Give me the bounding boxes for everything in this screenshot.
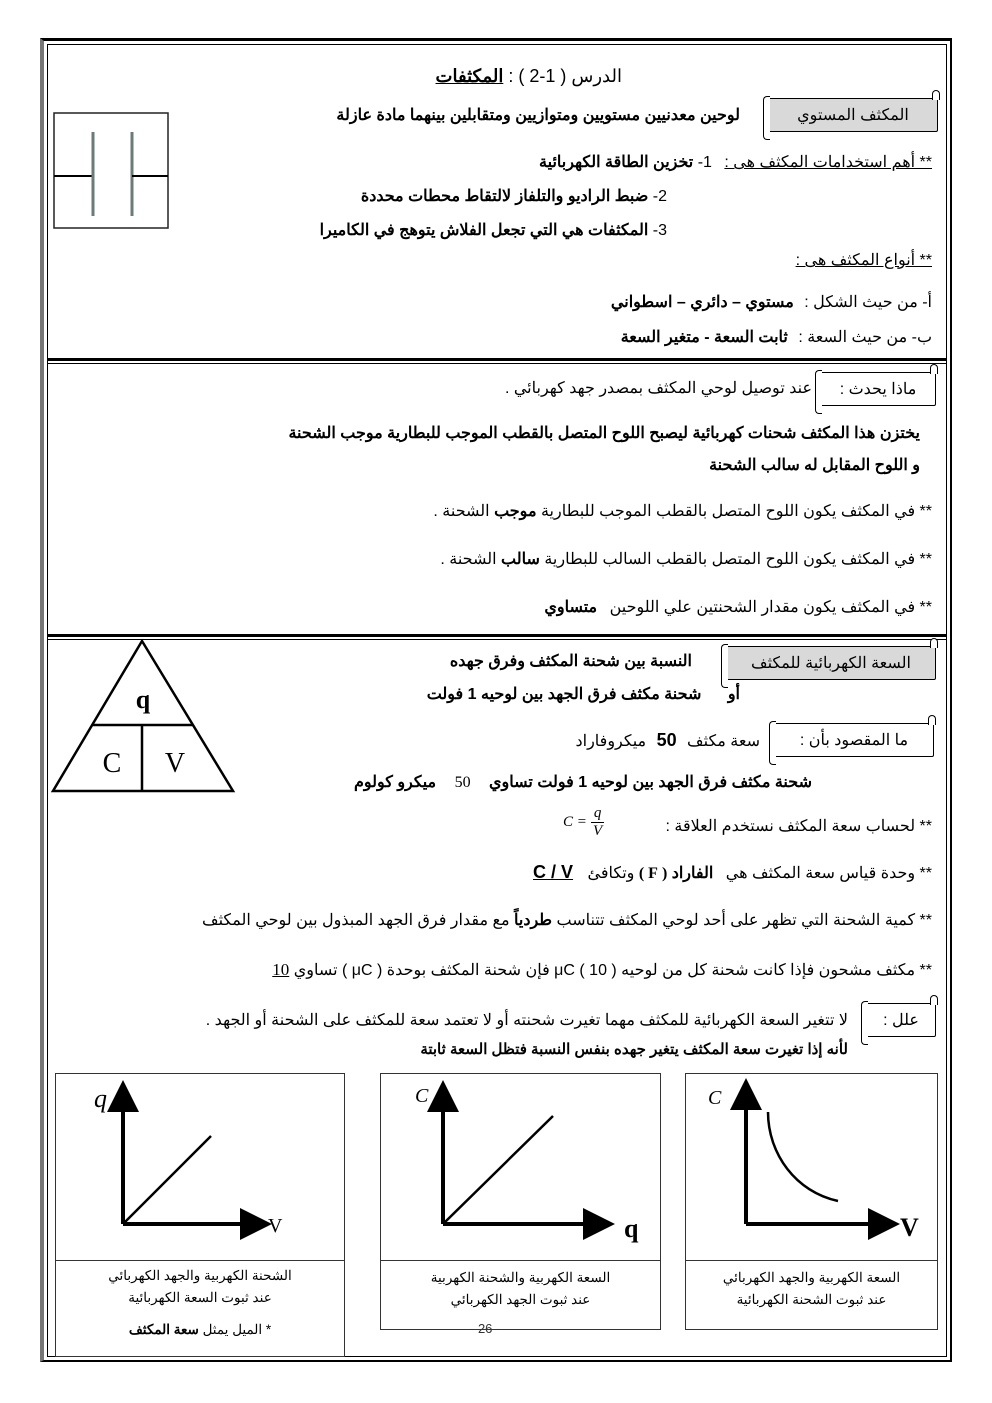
formula-line: [666, 816, 932, 836]
flat-capacitor-label-text: المكثف المستوي: [797, 107, 909, 124]
capacitance-def2-line: [427, 684, 740, 704]
x-axis-label: V: [268, 1215, 283, 1237]
capacitance-def2: شحنة مكثف فرق الجهد بين لوحيه 1 فولت: [426, 686, 702, 703]
meaning-label: [774, 723, 934, 757]
charged-capacitor-line: [272, 960, 932, 980]
capacitor-symbol-icon: [53, 112, 169, 229]
meaning-question-value: 50: [656, 730, 677, 750]
fact-text: ** في المكثف يكون اللوح المتصل بالقطب الموجب للبطارية: [540, 503, 932, 520]
graph-c-vs-q: [380, 1073, 661, 1330]
y-axis-label: q: [94, 1084, 107, 1113]
fact-text: ** في المكثف يكون مقدار الشحنتين علي اللوحين: [609, 599, 932, 616]
charged-text: ** مكثف مشحون فإذا كانت شحنة كل من لوحيه μC ( 10 ) فإن شحنة المكثف بوحدة ( μC ) تساوي: [293, 962, 932, 979]
slope-note: [56, 1319, 344, 1341]
what-happens-question: عند توصيل لوحي المكثف بمصدر جهد كهربائي .: [504, 380, 812, 397]
unit-text: ** وحدة قياس سعة المكثف هي: [725, 865, 932, 882]
fact-text: الشحنة .: [440, 551, 497, 568]
caption-line: السعة الكهربية والجهد الكهربائي: [722, 1270, 901, 1285]
fact-text: ** في المكثف يكون اللوح المتصل بالقطب السالب للبطارية: [544, 551, 932, 568]
caption-line: عند ثبوت الجهد الكهربائي: [450, 1292, 591, 1307]
explain-question: لا تتغير السعة الكهربائية للمكثف مهما تغيرت شحنته أو لا تعتمد سعة للمكثف على الشحنة أو الجهد .: [205, 1012, 848, 1029]
explain-label-text: علل :: [883, 1012, 919, 1029]
section-divider: [48, 634, 946, 637]
x-axis-label: q: [624, 1214, 639, 1243]
y-axis-label: C: [708, 1087, 722, 1109]
capacitance-formula: [563, 805, 604, 840]
use-item-text: تخزين الطاقة الكهربائية: [539, 154, 694, 171]
meaning-answer-value: 50: [454, 774, 471, 791]
graph-q-vs-v: [55, 1073, 345, 1357]
formula-denominator: V: [593, 823, 603, 839]
use-item-number: 2-: [652, 188, 667, 205]
meaning-question-text: سعة مكثف: [687, 733, 760, 750]
slope-note-text: * الميل يمثل: [202, 1322, 272, 1337]
types-by-shape-label: أ- من حيث الشكل :: [804, 294, 932, 311]
graph-caption: [686, 1260, 937, 1311]
proportional-text: مع مقدار فرق الجهد المبذول بين لوحي المكثف: [202, 912, 510, 929]
what-happens-label: [820, 372, 936, 406]
use-item-number: 1-: [697, 154, 712, 171]
proportional-bold: طردياً: [514, 912, 553, 929]
use-item-text: ضبط الراديو والتلفاز لالتقاط محطات محددة: [360, 188, 649, 205]
types-by-capacity: [621, 327, 932, 347]
capacitance-def1: النسبة بين شحنة المكثف وفرق جهده: [449, 653, 692, 670]
what-happens-label-text: ماذا يحدث :: [839, 381, 917, 398]
meaning-question: [576, 730, 761, 751]
lesson-title-prefix: الدرس ( 1-2 ) :: [508, 66, 622, 86]
fact-line: [440, 549, 932, 569]
proportional-line: [202, 910, 932, 930]
types-by-shape-value: مستوي – دائري – اسطواني: [610, 294, 794, 311]
y-axis-label: C: [415, 1085, 429, 1107]
triangle-right-label: V: [164, 748, 186, 779]
unit-equiv-text: وتكافئ: [587, 865, 635, 882]
flat-capacitor-definition: لوحين معدنيين مستويين ومتوازيين ومتقابلين بينهما مادة عازلة: [336, 107, 740, 124]
use-item-text: المكثفات هي التي تجعل الفلاش يتوهج في الكاميرا: [319, 222, 649, 239]
fact-text: الشحنة .: [433, 503, 490, 520]
uses-section: [539, 152, 932, 172]
linear-line: [123, 1136, 211, 1224]
meaning-answer-text: شحنة مكثف فرق الجهد بين لوحيه 1 فولت تساوي: [489, 774, 812, 791]
capacitance-label-text: السعة الكهربائية للمكثف: [751, 655, 911, 672]
unit-line: [533, 862, 932, 883]
slope-note-bold: سعة المكثف: [128, 1322, 199, 1337]
fact-bold: متساوي: [544, 599, 598, 616]
x-axis-label: V: [900, 1213, 919, 1242]
charged-answer: 10: [272, 960, 290, 979]
caption-line: السعة الكهربية والشحنة الكهربية: [430, 1270, 611, 1285]
types-heading: ** أنواع المكثف هى :: [795, 252, 932, 269]
graph-caption: [381, 1260, 660, 1311]
formula-text: ** لحساب سعة المكثف نستخدم العلاقة :: [665, 818, 932, 835]
graph-c-vs-q-plot: [381, 1074, 659, 1254]
formula-numerator: q: [591, 805, 605, 823]
unit-symbol: ( F ): [638, 865, 668, 882]
proportional-text: ** كمية الشحنة التي تظهر على أحد لوحي المكثف تتناسب: [556, 912, 932, 929]
use-item: [320, 220, 667, 240]
explain-label: [866, 1003, 936, 1037]
fact-bold: موجب: [494, 503, 537, 520]
use-item: [361, 186, 667, 206]
caption-line: الشحنة الكهربية والجهد الكهربائي: [108, 1268, 292, 1283]
explain-answer: لأنه إذا تغيرت سعة المكثف يتغير جهده بنفس النسبة فتظل السعة ثابتة: [420, 1041, 848, 1058]
page-number: - 26 -: [470, 1321, 501, 1336]
linear-line: [443, 1116, 553, 1224]
graph-c-vs-v: [685, 1073, 938, 1330]
fact-line: [544, 597, 932, 617]
or-word: أو: [727, 686, 740, 703]
formula-lhs: C =: [563, 814, 587, 830]
capacitance-label: [726, 646, 936, 680]
types-by-capacity-value: ثابت السعة - متغير السعة: [620, 329, 788, 346]
lesson-title: [436, 66, 622, 87]
meaning-question-unit: ميكروفاراد: [575, 733, 647, 750]
what-happens-answer-line1: يختزن هذا المكثف شحنات كهربائية ليصبح اللوح المتصل بالقطب الموجب للبطارية موجب الشحنة: [288, 425, 920, 442]
unit-name: الفاراد: [671, 865, 714, 882]
triangle-top-label: q: [135, 685, 151, 714]
uses-heading: ** أهم استخدامات المكثف هى :: [724, 154, 932, 171]
caption-line: عند ثبوت السعة الكهربائية: [128, 1290, 272, 1305]
fact-line: [433, 501, 932, 521]
caption-line: عند ثبوت الشحنة الكهربائية: [736, 1292, 887, 1307]
types-by-shape: [611, 292, 932, 312]
use-item-number: 3-: [652, 222, 667, 239]
triangle-left-label: C: [102, 748, 122, 779]
meaning-answer-unit: ميكرو كولوم: [353, 774, 437, 791]
unit-equiv: C / V: [533, 862, 574, 882]
fact-bold: سالب: [501, 551, 540, 568]
graph-c-vs-v-plot: [686, 1074, 936, 1254]
types-by-capacity-label: ب- من حيث السعة :: [798, 329, 932, 346]
graph-caption: [56, 1260, 344, 1341]
section-divider: [48, 358, 946, 361]
what-happens-answer-line2: و اللوح المقابل له سالب الشحنة: [709, 457, 920, 474]
meaning-label-text: ما المقصود بأن :: [799, 732, 909, 749]
graph-q-vs-v-plot: [56, 1074, 343, 1254]
flat-capacitor-label: [768, 98, 938, 132]
meaning-answer: [354, 772, 812, 792]
lesson-title-topic: المكثفات: [435, 66, 504, 86]
inverse-curve: [768, 1112, 838, 1201]
qcv-triangle-diagram: [50, 638, 236, 796]
